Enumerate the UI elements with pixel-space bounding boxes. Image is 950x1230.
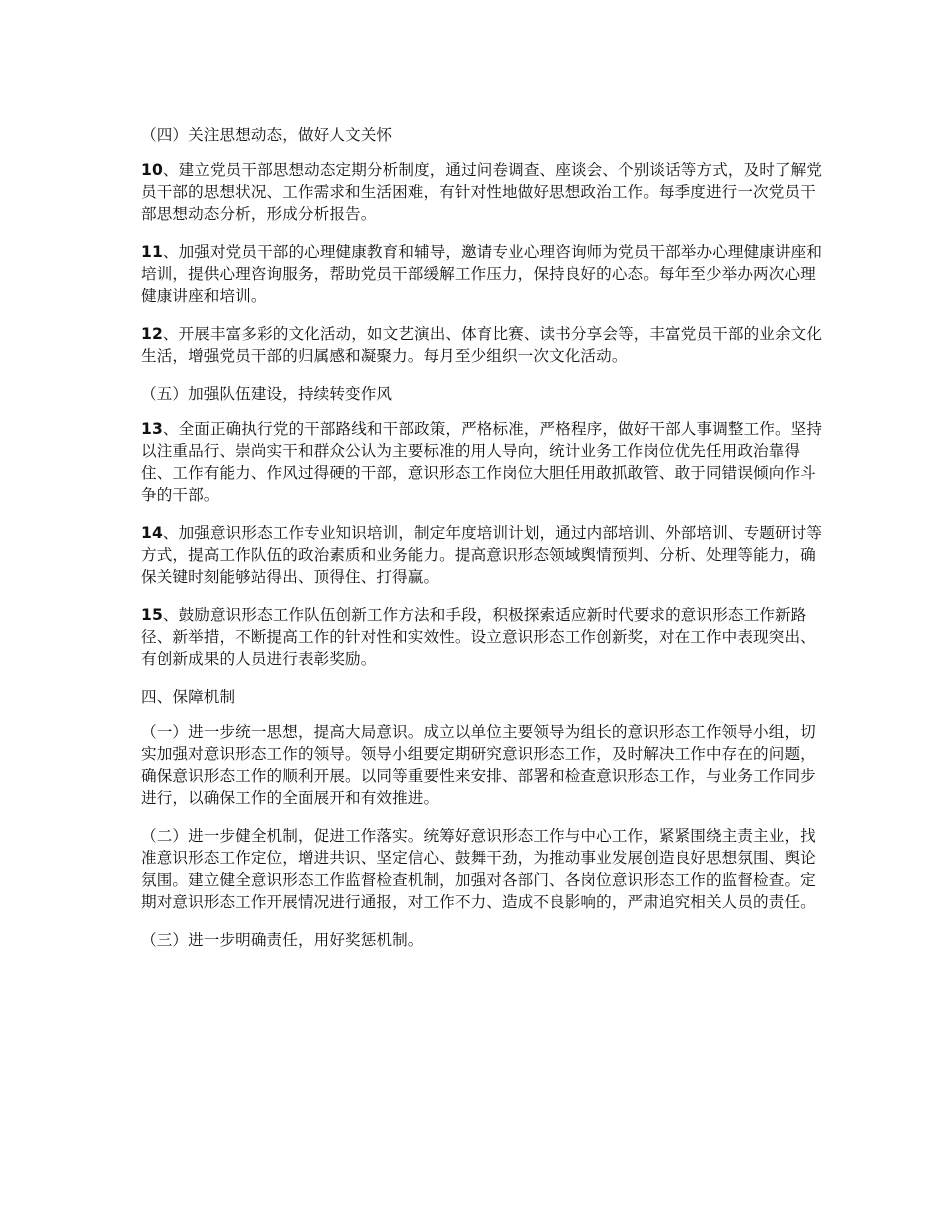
heading-text: （五）加强队伍建设，持续转变作风 [141,385,393,403]
section-heading-4 [141,124,831,146]
item-number: 11 [141,243,163,261]
section-heading-guarantee [141,686,831,708]
paragraph-11 [141,241,831,307]
paragraph-12 [141,323,831,367]
document-page [141,124,831,967]
paragraph-text: （二）进一步健全机制，促进工作落实。统筹好意识形态工作与中心工作，紧紧围绕主责主业，找准意识形态工作定位，增进共识、坚定信心、鼓舞干劲，为推动事业发展创造良好思想氛围、舆论氛围。建立健全意识形态工作监督检查机制，加强对各部门、各岗位意识形态工作的监督检查。定期对意识形态工作开展情况进行通报，对工作不力、造成不良影响的，严肃追究相关人员的责任。 [141,827,816,911]
paragraph-guarantee-2 [141,825,831,913]
paragraph-text: 、全面正确执行党的干部路线和干部政策，严格标准，严格程序，做好干部人事调整工作。坚持以注重品行、崇尚实干和群众公认为主要标准的用人导向，统计业务工作岗位优先任用政治靠得住、工作有能力、作风过得硬的干部，意识形态工作岗位大胆任用敢抓敢管、敢于同错误倾向作斗争的干部。 [141,420,823,504]
paragraph-guarantee-1 [141,721,831,809]
paragraph-text: （一）进一步统一思想，提高大局意识。成立以单位主要领导为组长的意识形态工作领导小组，切实加强对意识形态工作的领导。领导小组要定期研究意识形态工作，及时解决工作中存在的问题，确保意识形态工作的顺利开展。以同等重要性来安排、部署和检查意识形态工作，与业务工作同步进行，以确保工作的全面展开和有效推进。 [141,723,816,807]
paragraph-15 [141,604,831,670]
item-number: 12 [141,325,163,343]
paragraph-13 [141,418,831,506]
item-number: 13 [141,420,163,438]
paragraph-text: （三）进一步明确责任，用好奖惩机制。 [141,931,424,949]
paragraph-text: 、鼓励意识形态工作队伍创新工作方法和手段，积极探索适应新时代要求的意识形态工作新路径、新举措，不断提高工作的针对性和实效性。设立意识形态工作创新奖，对在工作中表现突出、有创新成果的人员进行表彰奖励。 [141,606,816,668]
paragraph-text: 、加强意识形态工作专业知识培训，制定年度培训计划，通过内部培训、外部培训、专题研讨等方式，提高工作队伍的政治素质和业务能力。提高意识形态领域舆情预判、分析、处理等能力，确保关键时刻能够站得出、顶得住、打得赢。 [141,524,823,586]
item-number: 15 [141,606,163,624]
paragraph-text: 、建立党员干部思想动态定期分析制度，通过问卷调查、座谈会、个别谈话等方式，及时了解党员干部的思想状况、工作需求和生活困难，有针对性地做好思想政治工作。每季度进行一次党员干部思想动态分析，形成分析报告。 [141,161,823,223]
paragraph-guarantee-3 [141,929,831,951]
item-number: 10 [141,161,163,179]
heading-text: （四）关注思想动态，做好人文关怀 [141,126,393,144]
section-heading-5 [141,383,831,405]
paragraph-14 [141,522,831,588]
item-number: 14 [141,524,163,542]
paragraph-text: 、开展丰富多彩的文化活动，如文艺演出、体育比赛、读书分享会等，丰富党员干部的业余文化生活，增强党员干部的归属感和凝聚力。每月至少组织一次文化活动。 [141,325,823,365]
heading-text: 四、保障机制 [141,688,236,706]
paragraph-text: 、加强对党员干部的心理健康教育和辅导，邀请专业心理咨询师为党员干部举办心理健康讲座和培训，提供心理咨询服务，帮助党员干部缓解工作压力，保持良好的心态。每年至少举办两次心理健康讲座和培训。 [141,243,823,305]
paragraph-10 [141,159,831,225]
